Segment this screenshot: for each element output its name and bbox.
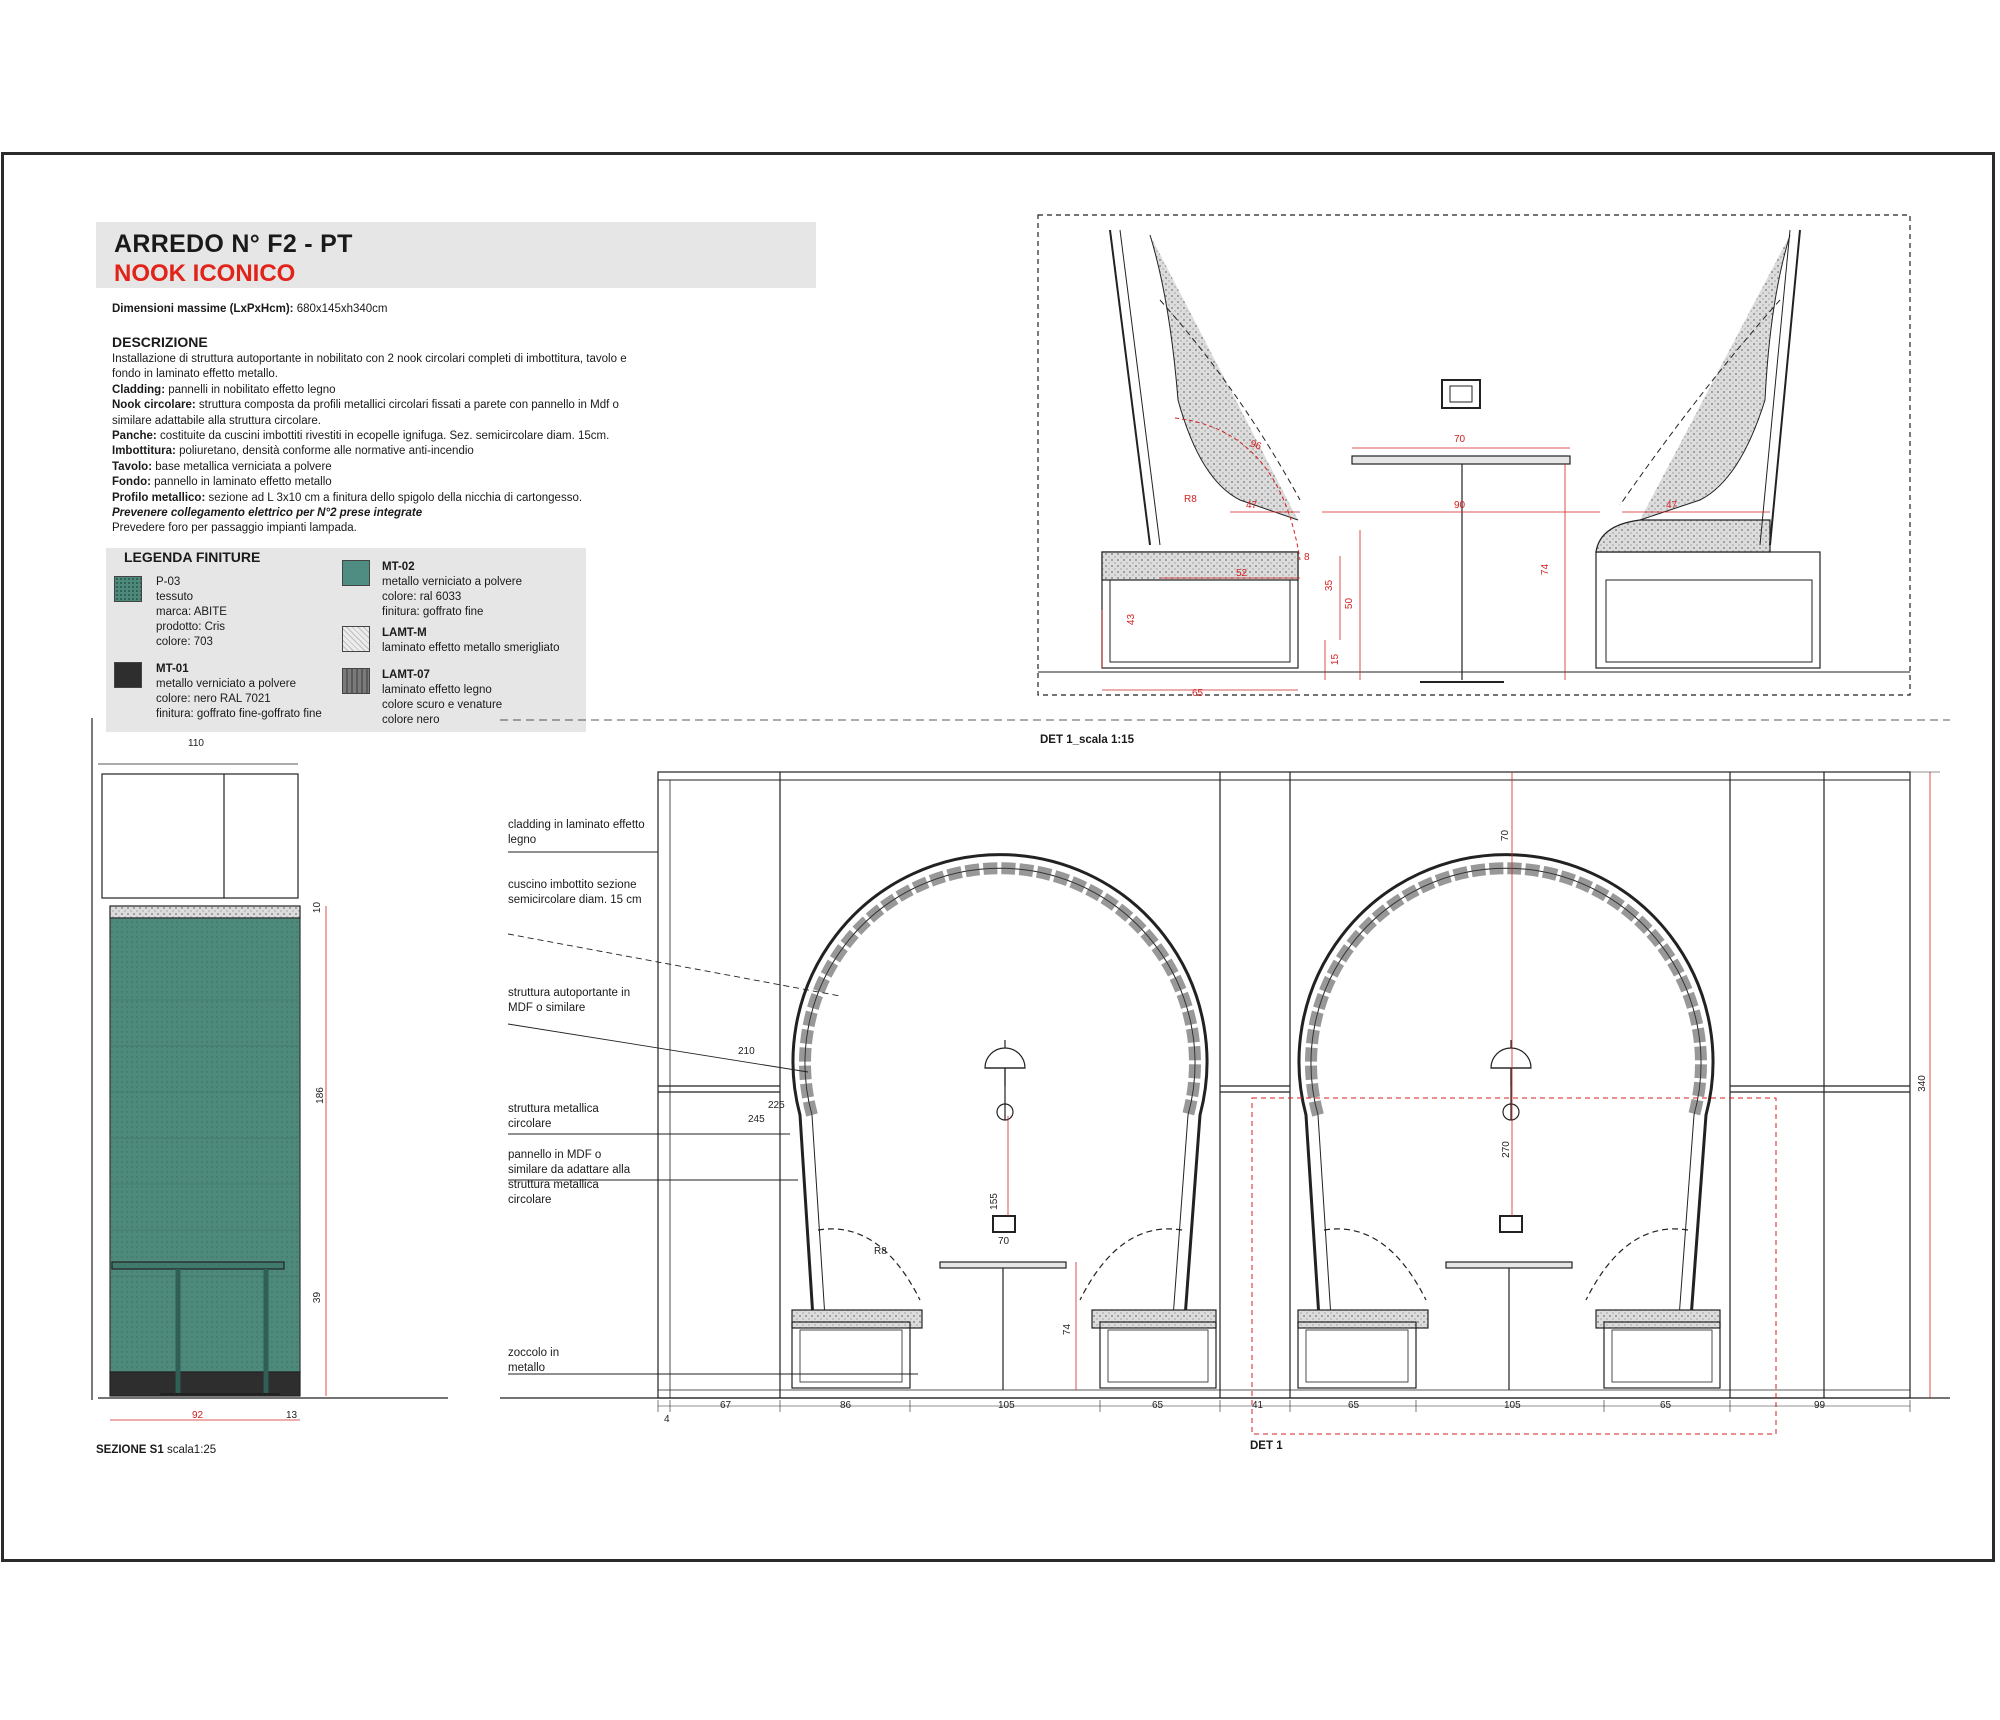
dim-label: 110	[188, 738, 204, 749]
dims-value: 680x145xh340cm	[296, 303, 388, 315]
dim-label: 105	[1504, 1400, 1521, 1411]
dim-label: 10	[312, 901, 324, 914]
dim-label: R8	[1184, 494, 1197, 505]
dim-label: 65	[1348, 1400, 1360, 1411]
description-intro: Installazione di struttura autoportante in nobilitato con 2 nook circolari completi di imbottitura, tavolo e fondo in laminato effetto metallo.	[112, 353, 627, 381]
desc-item: Fondo: pannello in laminato effetto metallo	[112, 476, 332, 489]
dim-label: 70	[1500, 829, 1512, 842]
desc-note: Prevedere foro per passaggio impianti lampada.	[112, 522, 357, 535]
dim-label: 41	[1252, 1400, 1264, 1411]
dim-label: 35	[1324, 579, 1336, 592]
legend-item-mt02: MT-02 metallo verniciato a polvere colore: ral 6033 finitura: goffrato fine	[382, 561, 522, 618]
dim-label: 245	[748, 1114, 765, 1125]
desc-item: Panche: costituite da cuscini imbottiti rivestiti in ecopelle ignifuga. Sez. semicircolare diam. 15cm.	[112, 430, 610, 443]
desc-item: Tavolo: base metallica verniciata a polvere	[112, 460, 332, 473]
dim-label: 96	[1248, 438, 1263, 453]
dims-label: Dimensioni massime (LxPxHcm):	[112, 303, 294, 315]
det1-caption: DET 1	[1250, 1440, 1283, 1452]
page-title: ARREDO N° F2 - PT	[114, 230, 353, 258]
desc-item: Cladding: pannelli in nobilitato effetto legno	[112, 383, 336, 396]
dim-label: 105	[998, 1400, 1015, 1411]
dim-label: 70	[1454, 434, 1466, 445]
dim-label: 155	[988, 1193, 1000, 1210]
det1-scale-caption: DET 1_scala 1:15	[1040, 734, 1134, 746]
dim-label: 65	[1152, 1400, 1164, 1411]
dim-label: 270	[1500, 1141, 1512, 1158]
legend-item-lamt-07: LAMT-07 laminato effetto legno colore scuro e venature colore nero	[382, 669, 503, 726]
dim-label: 65	[1660, 1400, 1672, 1411]
label-plinth: zoccolo in metallo	[508, 1347, 560, 1374]
dim-label: 47	[1666, 500, 1678, 511]
dim-label: 92	[192, 1410, 204, 1421]
legend-item-p03: P-03 tessuto marca: ABITE prodotto: Cris colore: 703	[156, 576, 227, 648]
dim-label: 90	[1454, 500, 1466, 511]
label-cushion: cuscino imbottito sezione semicircolare diam. 15 cm	[508, 879, 642, 906]
dim-label: R8	[874, 1246, 887, 1257]
dim-label: 52	[1236, 568, 1248, 579]
dim-label: 43	[1126, 613, 1138, 626]
label-cladding: cladding in laminato effetto legno	[508, 819, 645, 846]
label-mdf-structure: struttura autoportante in MDF o similare	[508, 987, 631, 1014]
label-mdf-panel: pannello in MDF o similare da adattare alla struttura metallica circolare	[508, 1149, 631, 1206]
dim-label: 86	[840, 1400, 852, 1411]
dim-label: 47	[1246, 500, 1258, 511]
dim-label: 74	[1540, 563, 1552, 576]
detail-plan	[1038, 215, 1910, 695]
main-elevation	[500, 720, 1950, 1434]
desc-item: Nook circolare: struttura composta da profili metallici circolari fissati a parete con pannello in Mdf o similare adattabile alla struttura circolare.	[112, 399, 619, 427]
desc-item: Profilo metallico: sezione ad L 3x10 cm a finitura dello spigolo della nicchia di cartongesso.	[112, 491, 583, 504]
section-caption: SEZIONE S1 scala1:25	[96, 1444, 217, 1456]
dim-label: 15	[1330, 653, 1342, 666]
dim-label: 99	[1814, 1400, 1826, 1411]
dim-label: 67	[720, 1400, 732, 1411]
dim-label: 210	[738, 1046, 755, 1057]
label-metal-structure: struttura metallica circolare	[508, 1103, 599, 1130]
dim-label: 70	[998, 1236, 1010, 1247]
dim-label: 340	[1916, 1075, 1928, 1092]
legend-heading: LEGENDA FINITURE	[124, 549, 261, 565]
dim-label: 50	[1344, 597, 1356, 610]
dim-label: 13	[286, 1410, 298, 1421]
page-subtitle: NOOK ICONICO	[114, 260, 296, 287]
description-heading: DESCRIZIONE	[112, 334, 208, 350]
legend-item-mt01: MT-01 metallo verniciato a polvere colore: nero RAL 7021 finitura: goffrato fine-goffrato fine	[156, 663, 322, 720]
dim-label: 186	[314, 1087, 326, 1104]
dim-label: 74	[1062, 1323, 1074, 1336]
dim-label: 65	[1192, 688, 1204, 699]
dim-label: 8	[1304, 552, 1310, 563]
dim-label: 4	[664, 1414, 670, 1425]
dim-label: 225	[768, 1100, 785, 1111]
dim-label: 39	[312, 1291, 324, 1304]
desc-item: Imbottitura: poliuretano, densità conforme alle normative anti-incendio	[112, 445, 474, 458]
legend-item-lamt-m: LAMT-M laminato effetto metallo smerigliato	[382, 627, 560, 654]
section-s1	[92, 718, 448, 1420]
desc-note-bold: Prevenere collegamento elettrico per N°2 prese integrate	[112, 507, 423, 520]
